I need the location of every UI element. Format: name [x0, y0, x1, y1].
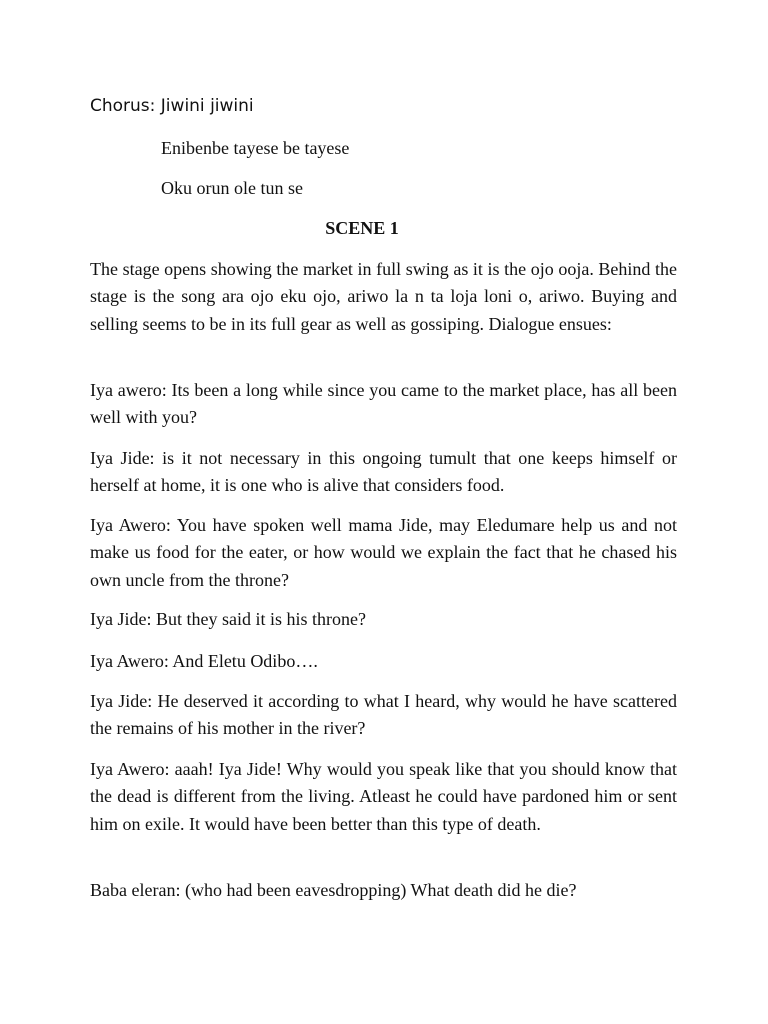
- dialogue-iya-awero-1: Iya awero: Its been a long while since you came to the market place, has all been well with you?: [90, 380, 677, 428]
- scene-heading: SCENE 1: [325, 218, 399, 238]
- chorus-line-2: Oku orun ole tun se: [161, 178, 303, 198]
- dialogue-baba-eleran-1: Baba eleran: (who had been eavesdropping) What death did he die?: [90, 880, 577, 900]
- dialogue-iya-jide-3: Iya Jide: He deserved it according to what I heard, why would he have scattered the remains of his mother in the river?: [90, 691, 677, 739]
- dialogue-iya-awero-4: Iya Awero: aaah! Iya Jide! Why would you speak like that you should know that the dead is different from the living. Atleast he could have pardoned him or sent him on exile. It would have been better than this type of death.: [90, 759, 677, 834]
- dialogue-iya-awero-2: Iya Awero: You have spoken well mama Jide, may Eledumare help us and not make us food for the eater, or how would we explain the fact that he chased his own uncle from the throne?: [90, 515, 677, 590]
- chorus-line-1: Enibenbe tayese be tayese: [161, 138, 350, 158]
- dialogue-iya-awero-3: Iya Awero: And Eletu Odibo….: [90, 651, 318, 671]
- chorus-label-line: Chorus: Jiwini jiwini: [90, 96, 254, 116]
- stage-direction-paragraph: The stage opens showing the market in full swing as it is the ojo ooja. Behind the stage is the song ara ojo eku ojo, ariwo la n ta loja loni o, ariwo. Buying and selling seems to be in its full gear as well as gossiping. Dialogue ensues:: [90, 259, 677, 334]
- dialogue-iya-jide-2: Iya Jide: But they said it is his throne?: [90, 609, 366, 629]
- dialogue-iya-jide-1: Iya Jide: is it not necessary in this ongoing tumult that one keeps himself or herself at home, it is one who is alive that considers food.: [90, 448, 677, 496]
